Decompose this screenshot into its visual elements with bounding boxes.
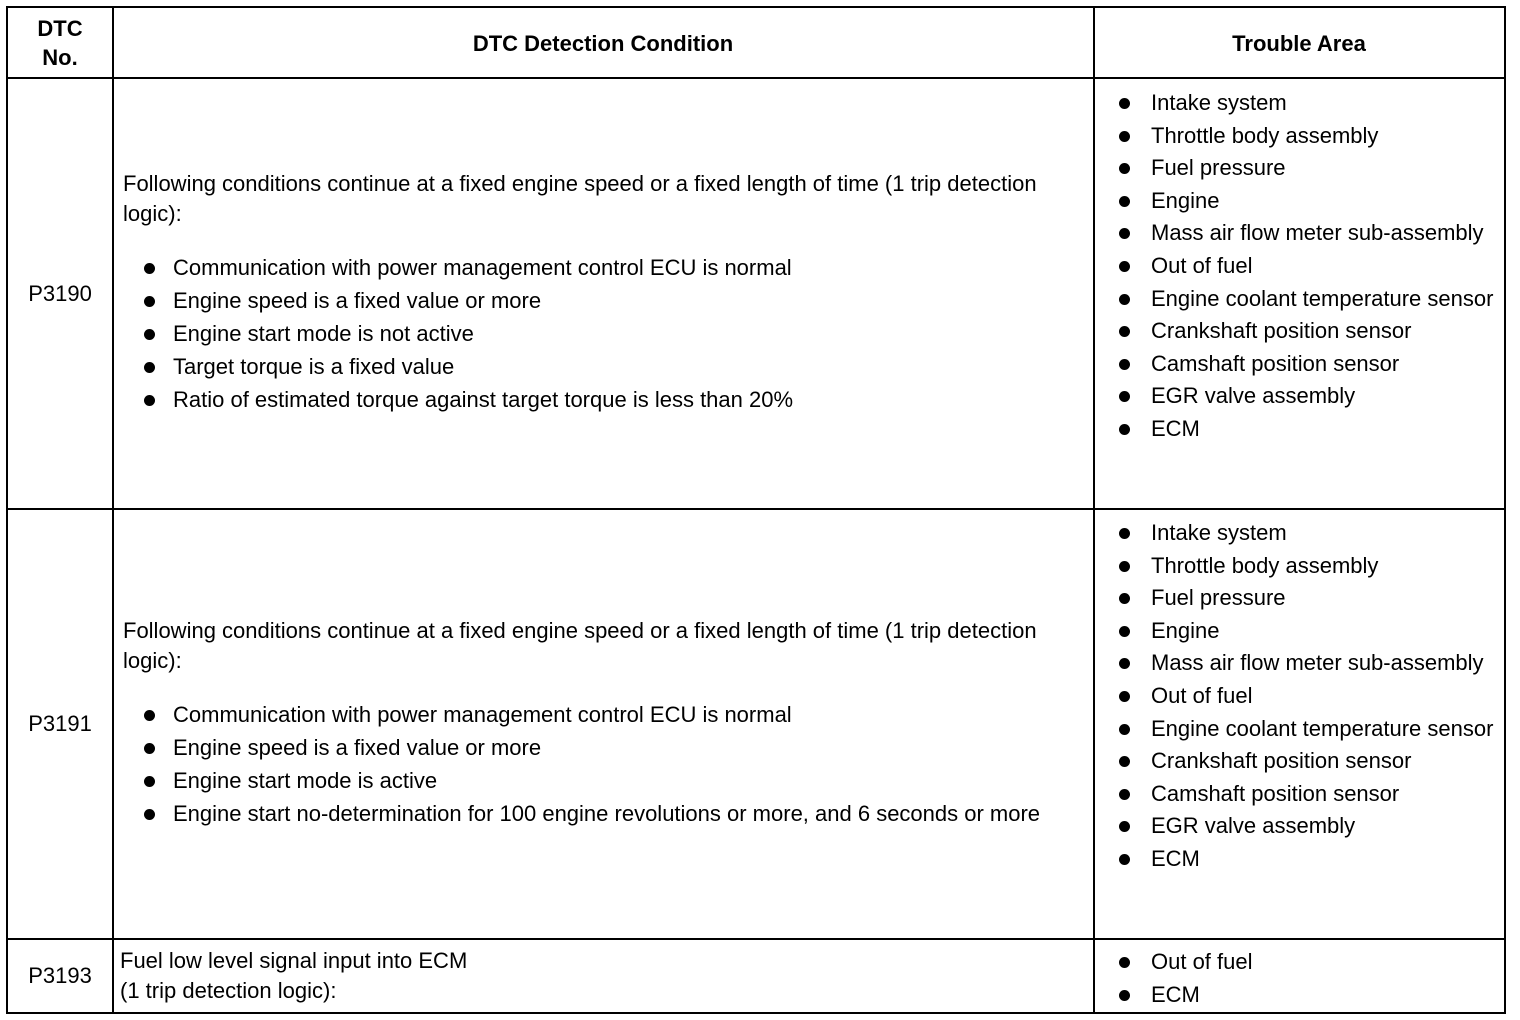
condition-cell	[113, 79, 1093, 508]
condition-item: Engine start mode is not active	[123, 319, 1073, 349]
dtc-code: P3193	[28, 963, 92, 988]
trouble-area-item: ECM	[1151, 414, 1504, 444]
header-condition	[113, 8, 1093, 78]
trouble-area-item: Engine coolant temperature sensor	[1151, 284, 1504, 314]
trouble-area-item: Mass air flow meter sub-assembly	[1151, 648, 1504, 678]
trouble-area-item: Crankshaft position sensor	[1151, 746, 1504, 776]
header-trouble-area-label: Trouble Area	[1232, 30, 1366, 56]
trouble-area-item: Mass air flow meter sub-assembly	[1151, 218, 1504, 248]
trouble-area-item: ECM	[1151, 844, 1504, 874]
condition-intro: Following conditions continue at a fixed engine speed or a fixed length of time (1 trip detection logic):	[123, 171, 1037, 226]
condition-item: Communication with power management control ECU is normal	[123, 253, 1073, 283]
trouble-area-cell	[1094, 947, 1504, 1012]
condition-cell	[113, 510, 1093, 938]
trouble-area-item: Intake system	[1151, 88, 1504, 118]
dtc-code: P3191	[28, 711, 92, 736]
trouble-area-cell	[1094, 518, 1504, 938]
dtc-code-cell	[8, 510, 112, 938]
trouble-area-item: Engine coolant temperature sensor	[1151, 714, 1504, 744]
trouble-area-item: Engine	[1151, 616, 1504, 646]
trouble-area-item: Out of fuel	[1151, 947, 1504, 977]
header-dtc-no	[8, 8, 112, 78]
trouble-area-item: Intake system	[1151, 518, 1504, 548]
header-condition-label: DTC Detection Condition	[472, 30, 734, 56]
trouble-area-list	[1151, 88, 1504, 444]
dtc-code-cell	[8, 940, 112, 1012]
condition-item: Engine start no-determination for 100 engine revolutions or more, and 6 seconds or more	[123, 799, 1073, 829]
condition-line: Fuel low level signal input into ECM	[120, 948, 468, 973]
condition-item: Engine speed is a fixed value or more	[123, 733, 1073, 763]
condition-list	[123, 700, 1073, 832]
trouble-area-item: Engine	[1151, 186, 1504, 216]
trouble-area-item: Throttle body assembly	[1151, 551, 1504, 581]
trouble-area-cell	[1094, 88, 1504, 508]
trouble-area-item: Fuel pressure	[1151, 583, 1504, 613]
header-dtc-no-label: DTC No.	[37, 16, 83, 70]
condition-item: Ratio of estimated torque against target torque is less than 20%	[123, 385, 1073, 415]
dtc-code: P3190	[28, 280, 92, 306]
dtc-table	[6, 6, 1506, 1014]
trouble-area-item: Fuel pressure	[1151, 153, 1504, 183]
trouble-area-item: Out of fuel	[1151, 251, 1504, 281]
trouble-area-item: Crankshaft position sensor	[1151, 316, 1504, 346]
header-trouble-area	[1094, 8, 1504, 78]
dtc-code-cell	[8, 79, 112, 508]
condition-item: Target torque is a fixed value	[123, 352, 1073, 382]
trouble-area-item: EGR valve assembly	[1151, 811, 1504, 841]
trouble-area-item: ECM	[1151, 980, 1504, 1010]
trouble-area-item: Out of fuel	[1151, 681, 1504, 711]
trouble-area-item: Camshaft position sensor	[1151, 779, 1504, 809]
trouble-area-item: Throttle body assembly	[1151, 121, 1504, 151]
condition-intro: Following conditions continue at a fixed engine speed or a fixed length of time (1 trip detection logic):	[123, 618, 1037, 673]
condition-list	[123, 253, 1073, 418]
trouble-area-list	[1151, 518, 1504, 874]
condition-item: Communication with power management control ECU is normal	[123, 700, 1073, 730]
condition-item: Engine start mode is active	[123, 766, 1073, 796]
trouble-area-item: EGR valve assembly	[1151, 381, 1504, 411]
condition-item: Engine speed is a fixed value or more	[123, 286, 1073, 316]
condition-line: (1 trip detection logic):	[120, 978, 337, 1003]
condition-cell	[113, 940, 1093, 1012]
trouble-area-item: Camshaft position sensor	[1151, 349, 1504, 379]
trouble-area-list	[1151, 947, 1504, 1010]
